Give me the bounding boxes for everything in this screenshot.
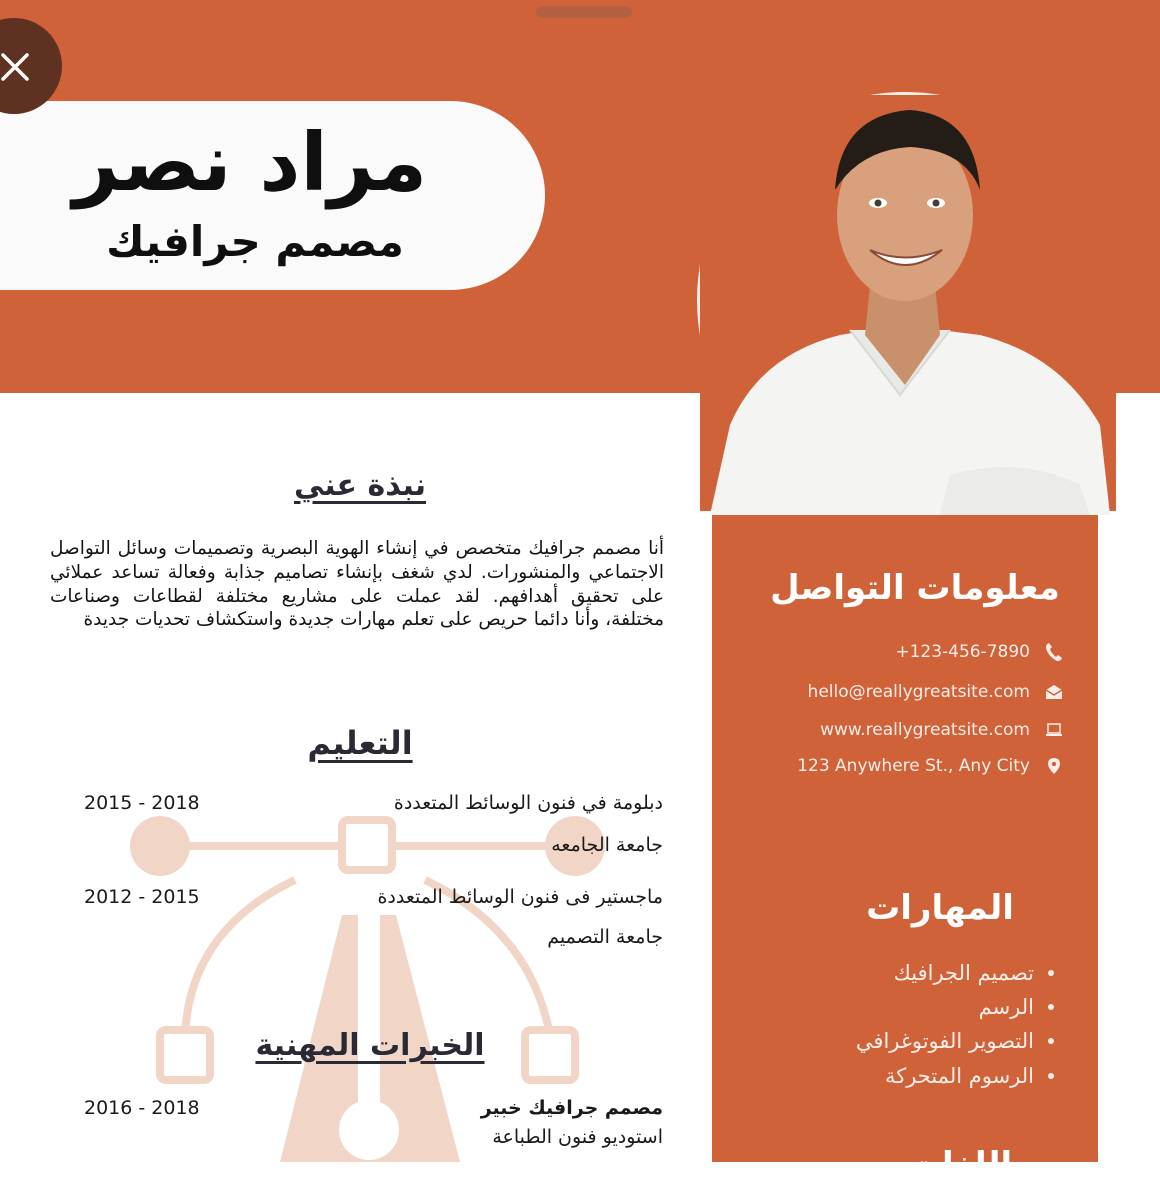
experience-dates: 2016 - 2018 xyxy=(84,1097,200,1119)
phone-icon xyxy=(1044,642,1064,662)
contact-website[interactable] xyxy=(820,720,1064,740)
contact-value: www.reallygreatsite.com xyxy=(820,720,1030,740)
contact-address[interactable] xyxy=(797,756,1064,776)
about-text: أنا مصمم جرافيك متخصص في إنشاء الهوية البصرية وتصميمات وسائل التواصل الاجتماعي والمنشورات. لدي شغف بإنشاء تصاميم جذابة وفعالة تساعد عملائي على تحقيق أهدافهم. لقد عملت على مشاريع مختلفة لقطاعات وصناعات مختلفة، وأنا دائما حريص على تعلم مهارات جديدة واستكشاف تحديات جديدة xyxy=(50,538,664,631)
languages-heading-partial xyxy=(860,1145,1060,1185)
profile-photo xyxy=(697,92,1113,508)
laptop-icon xyxy=(1044,720,1064,740)
about-heading: نبذة عني xyxy=(293,468,427,503)
skill-item xyxy=(979,995,1054,1019)
skill-label: تصميم الجرافيك xyxy=(893,961,1034,985)
languages-heading: اللغات xyxy=(907,1145,1013,1185)
contact-heading: معلومات التواصل xyxy=(770,568,1060,608)
bullet-icon xyxy=(1048,1038,1054,1044)
skill-item xyxy=(885,1064,1054,1088)
map-pin-icon xyxy=(1044,756,1064,776)
skill-label: التصوير الفوتوغرافي xyxy=(855,1029,1034,1053)
contact-value: +123-456-7890 xyxy=(895,642,1030,662)
experience-company: استوديو فنون الطباعة xyxy=(492,1126,663,1148)
job-title: مصمم جرافيك xyxy=(106,217,404,266)
skills-heading: المهارات xyxy=(866,888,1014,928)
contact-phone[interactable] xyxy=(895,642,1064,662)
person-portrait-icon xyxy=(700,95,1116,511)
education-degree: دبلومة في فنون الوسائط المتعددة xyxy=(393,792,663,814)
skill-label: الرسم xyxy=(978,995,1034,1019)
envelope-open-icon xyxy=(1044,682,1064,702)
education-degree: ماجستير فى فنون الوسائط المتعددة xyxy=(377,886,663,908)
bullet-icon xyxy=(1048,1004,1054,1010)
experience-heading: الخبرات المهنية xyxy=(255,1028,485,1063)
drag-handle[interactable] xyxy=(536,6,632,18)
contact-value: hello@reallygreatsite.com xyxy=(807,682,1030,702)
education-dates: 2012 - 2015 xyxy=(84,886,200,908)
bullet-icon xyxy=(1048,1073,1054,1079)
bullet-icon xyxy=(1048,970,1054,976)
contact-email[interactable] xyxy=(808,682,1064,702)
person-name: مراد نصر xyxy=(72,116,428,209)
education-school: جامعة الجامعه xyxy=(551,834,663,856)
skill-item xyxy=(856,1029,1054,1053)
skill-item xyxy=(894,961,1054,985)
close-icon xyxy=(0,52,30,82)
skill-label: الرسوم المتحركة xyxy=(884,1064,1034,1088)
experience-position: مصمم جرافيك خبير xyxy=(480,1097,663,1119)
contact-value: 123 Anywhere St., Any City xyxy=(797,756,1030,776)
education-dates: 2015 - 2018 xyxy=(84,792,200,814)
education-heading: التعليم xyxy=(307,724,413,762)
education-school: جامعة التصميم xyxy=(547,926,663,948)
